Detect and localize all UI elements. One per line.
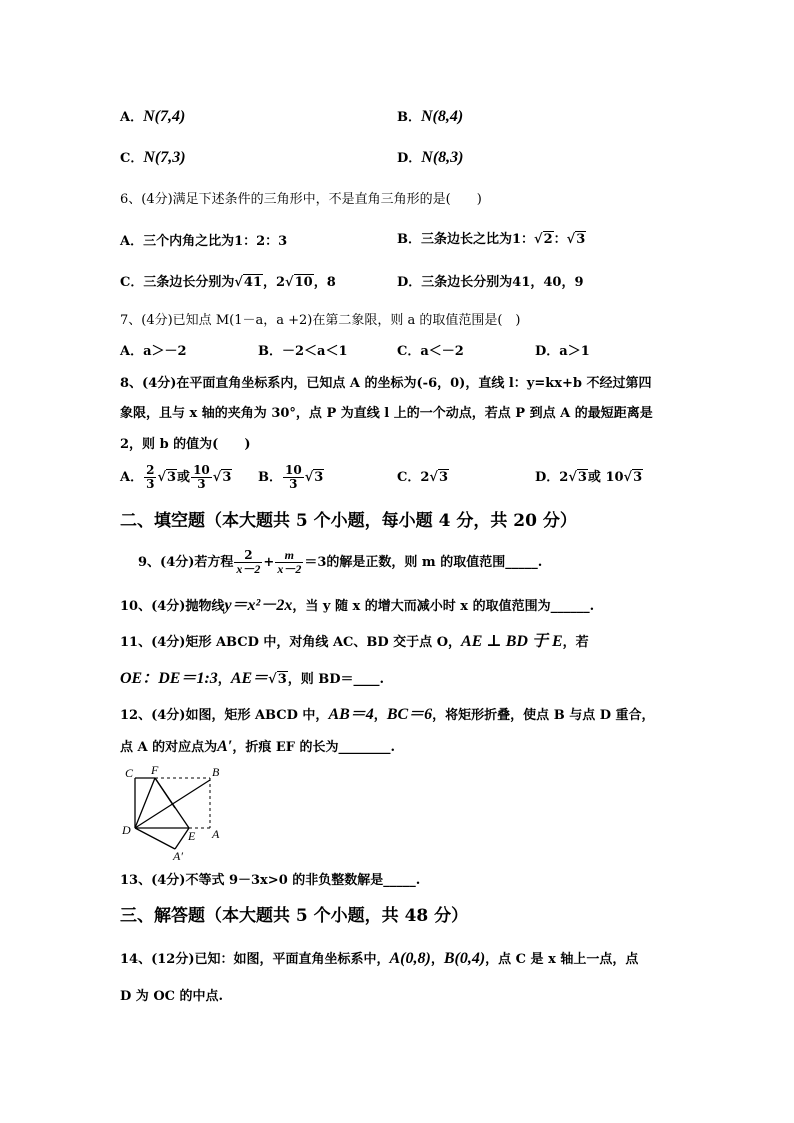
q5-option-d-expr: N(8,3) [421, 149, 464, 166]
q12-fig-label-d: D [122, 823, 131, 837]
q5-option-b-expr: N(8,4) [421, 108, 464, 125]
q12-fig-line-fm [155, 778, 175, 808]
q7-option-a: A．a＞－2 [120, 344, 187, 359]
q8-option-b: B． $\frac{10}{3}$ √3 [258, 463, 324, 491]
q12-fig-line-da2 [135, 828, 175, 849]
q8-line-2: 象限，且与 x 轴的夹角为 30°，点 P 为直线 l 上的一个动点，若点 P 到点 A 的最短距离是 [120, 406, 653, 421]
q9: 9、(4分)若方程 $\frac{2}{x-2}$ + $\frac{m}{x-2}$ ＝3的解是正数，则 m 的取值范围_____. [138, 548, 543, 576]
section-3-heading: 三、解答题（本大题共 5 个小题，共 48 分） [120, 906, 469, 926]
q7-option-c: C．a＜－2 [397, 344, 464, 359]
q12-figure [118, 762, 228, 864]
q10: 10、(4分)抛物线y＝x²－2x，当 y 随 x 的增大而减小时 x 的取值范围为______. [120, 597, 595, 614]
q12-fig-label-a: A [212, 827, 220, 841]
q12-fig-label-f: F [151, 763, 159, 777]
q8-option-a: A． $\frac{2}{3}$ √3或 $\frac{10}{3}$ √3 [120, 463, 232, 491]
q11-line-2: OE：DE＝1:3，AE＝√3，则 BD＝____. [120, 670, 385, 687]
q8-line-1: 8、(4分)在平面直角坐标系内，已知点 A 的坐标为(-6，0)，直线 l：y=kx+b 不经过第四 [120, 376, 652, 391]
q5-option-c: C．N(7,3) [120, 149, 186, 166]
q6-option-d: D．三条边长分别为41，40，9 [397, 275, 584, 290]
q5-option-a-expr: N(7,4) [143, 108, 186, 125]
q7-option-d: D．a＞1 [535, 344, 590, 359]
q7-option-b: B．－2＜a＜1 [258, 344, 348, 359]
q6-option-b: B．三条边长之比为1：√2：√3 [397, 232, 586, 247]
q7-stem: 7、(4分)已知点 M(1－a，a +2)在第二象限，则 a 的取值范围是( ) [120, 313, 521, 328]
q6-option-c: C．三条边长分别为√41，2√10，8 [120, 275, 336, 290]
q8-option-c: C．2√3 [397, 470, 448, 485]
q8-option-d: D．2√3或 10√3 [535, 470, 643, 485]
q8-line-3: 2，则 b 的值为( ) [120, 437, 251, 452]
q12-fig-line-db [135, 780, 210, 828]
q5-option-b: B．N(8,4) [397, 108, 464, 125]
q10-expr: y＝x²－2x [224, 597, 293, 614]
q12-line-2: 点 A 的对应点为A′，折痕 EF 的长为________. [120, 738, 396, 755]
q13: 13、(4分)不等式 9－3x>0 的非负整数解是_____. [120, 873, 421, 888]
q12-fig-label-b: B [212, 765, 220, 779]
q6-stem: 6、(4分)满足下述条件的三角形中，不是直角三角形的是( ) [120, 192, 482, 207]
q14-line-1: 14、(12分)已知：如图，平面直角坐标系中，A(0,8)，B(0,4)，点 C 是 x 轴上一点，点 [120, 950, 639, 967]
q6-option-a: A．三个内角之比为1：2：3 [120, 234, 288, 249]
q12-fig-label-c: C [125, 766, 134, 780]
q11-line-1: 11、(4分)矩形 ABCD 中，对角线 AC、BD 交于点 O，AE ⊥ BD 于 E，若 [120, 633, 589, 650]
section-2-heading: 二、填空题（本大题共 5 个小题，每小题 4 分，共 20 分） [120, 511, 577, 531]
q5-option-d: D．N(8,3) [397, 149, 464, 166]
q12-line-1: 12、(4分)如图，矩形 ABCD 中，AB＝4，BC＝6，将矩形折叠，使点 B 与点 D 重合， [120, 706, 655, 723]
q12-fig-line-a2e [175, 828, 189, 849]
q12-fig-line-fd [135, 778, 155, 828]
q5-option-c-expr: N(7,3) [143, 149, 186, 166]
q12-fig-label-e: E [188, 829, 196, 843]
q12-fig-label-a-prime: A′ [173, 849, 183, 863]
q5-option-a: A．N(7,4) [120, 108, 186, 125]
q14-line-2: D 为 OC 的中点. [120, 989, 224, 1004]
